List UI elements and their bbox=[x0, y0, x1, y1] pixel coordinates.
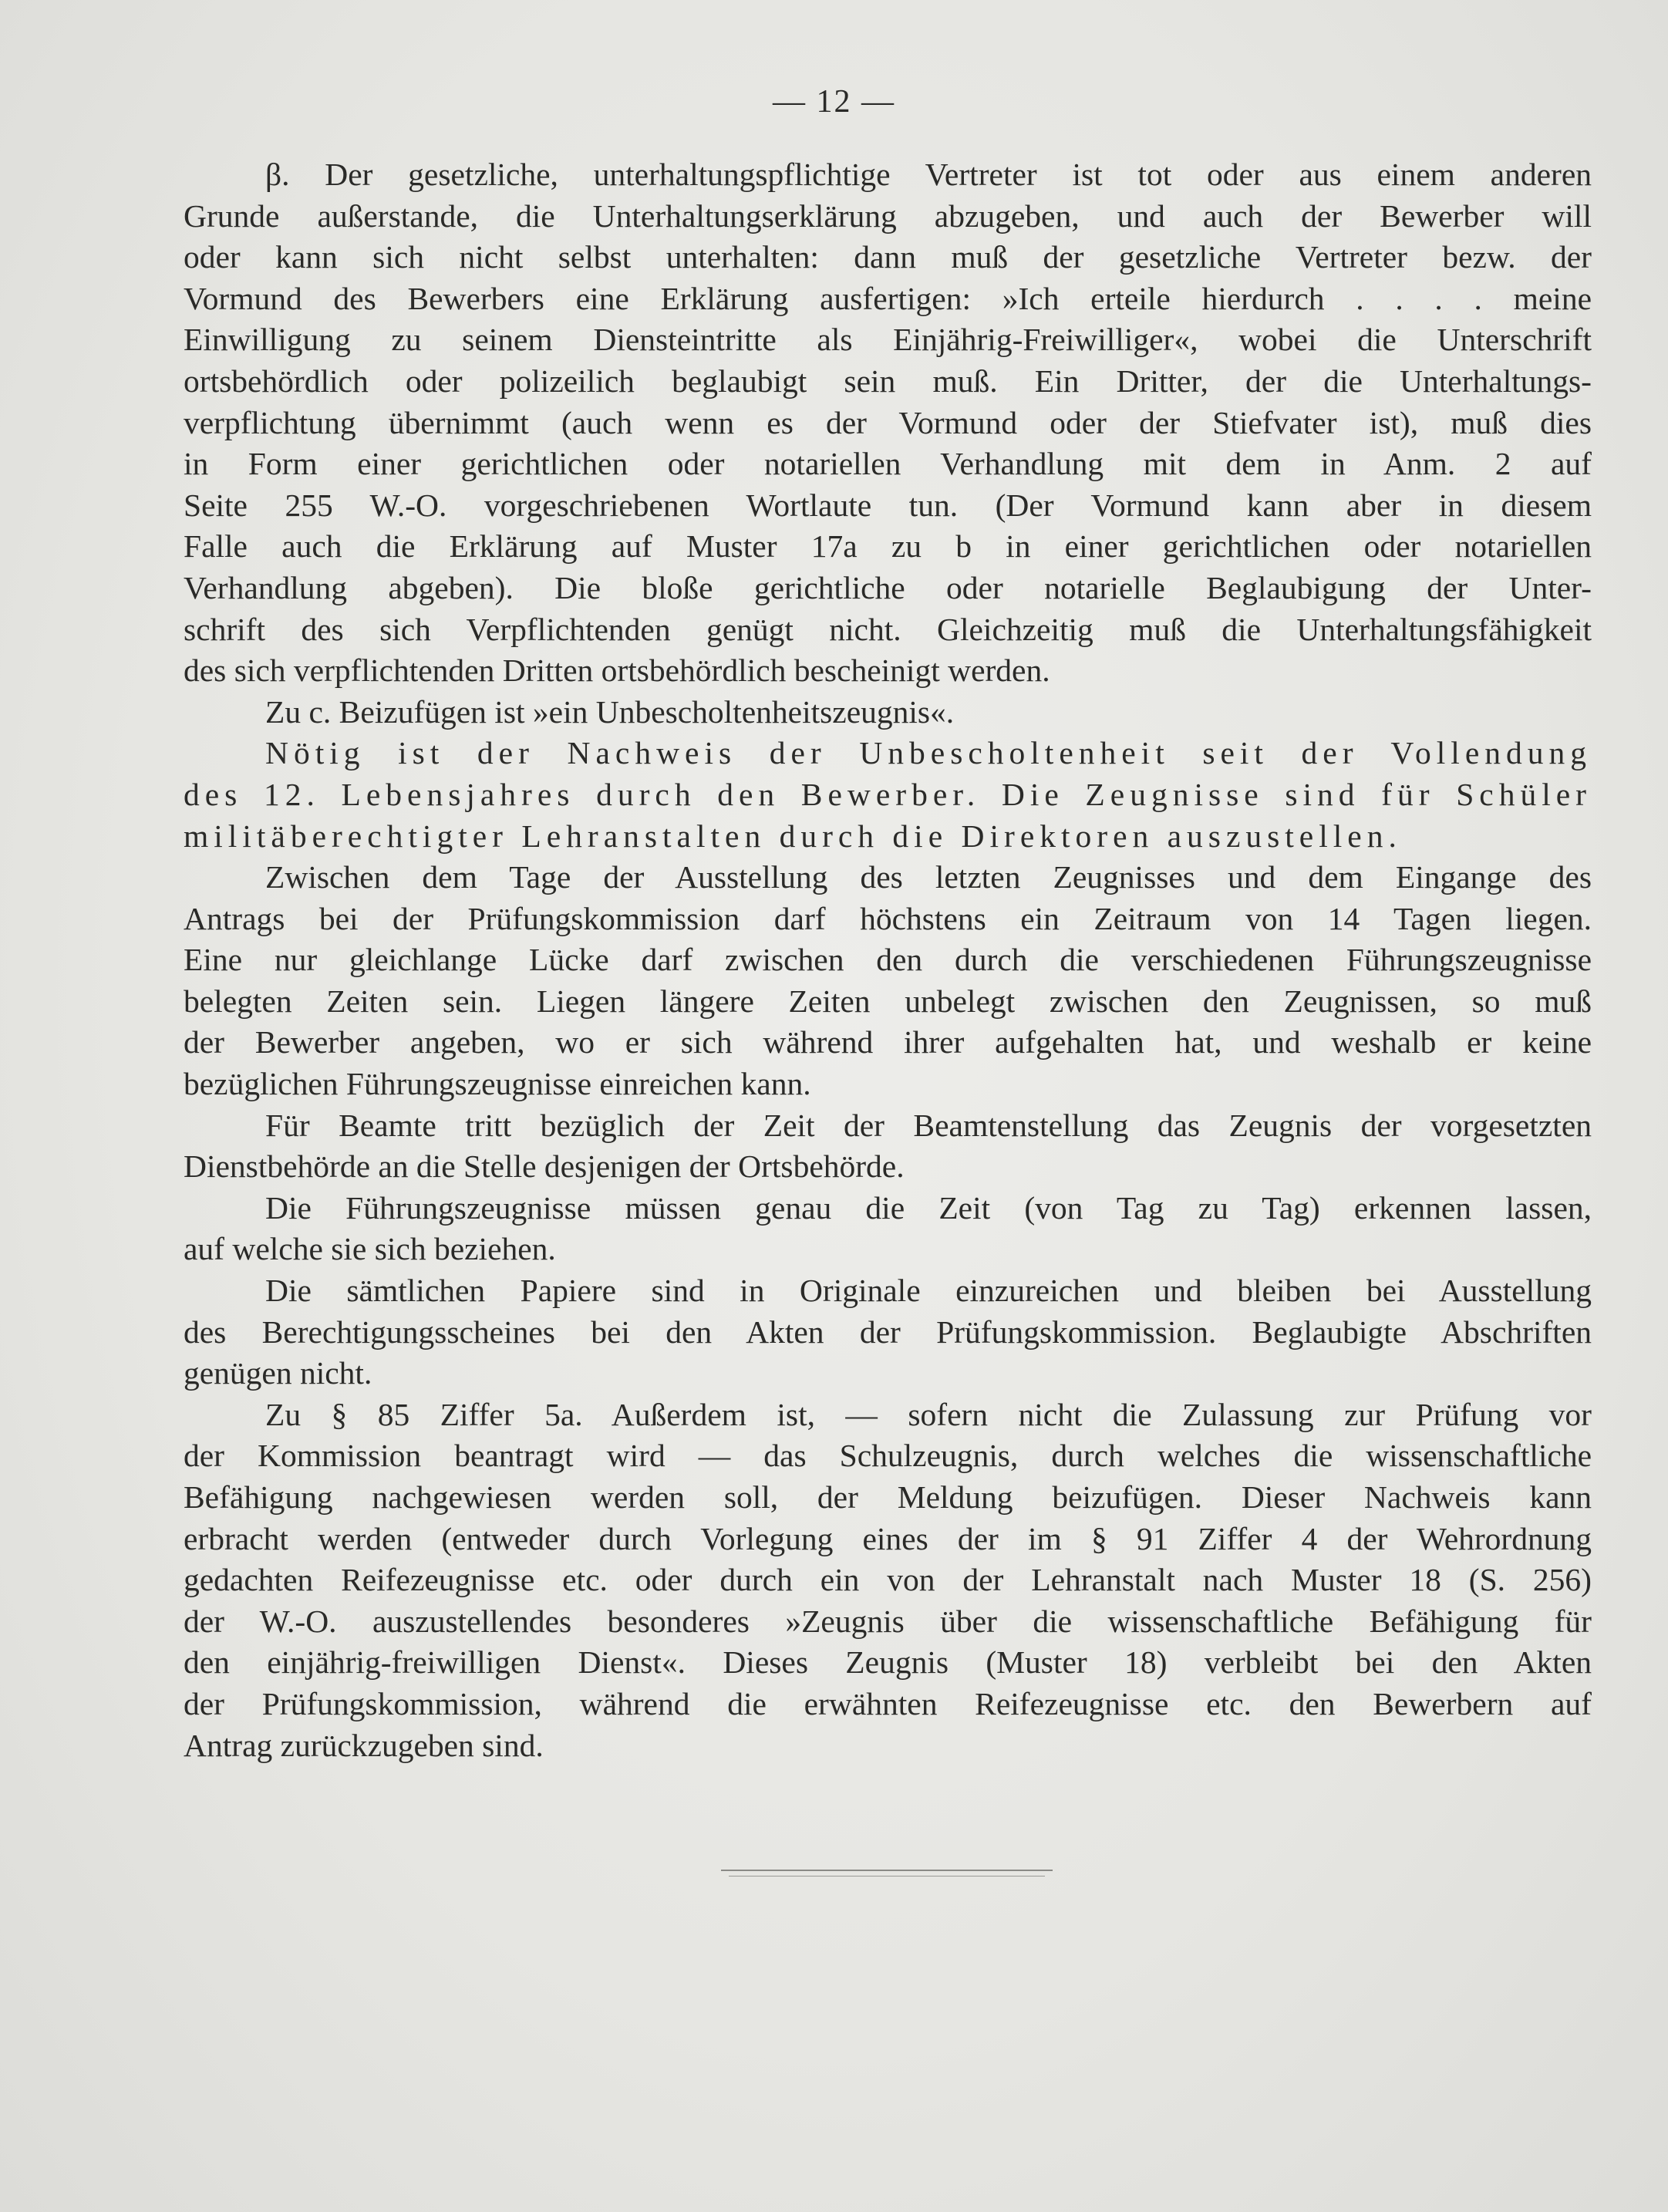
text-line: des Berechtigungsscheines bei den Akten der Prüfungskommission. Beglaubigte Abschriften bbox=[184, 1313, 1592, 1350]
text-line: gedachten Reifezeugnisse etc. oder durch ein von der Lehranstalt nach Muster 18 (S. 256) bbox=[184, 1562, 1592, 1598]
text-line: militäberechtigter Lehranstalten durch die Direktoren auszustellen. bbox=[184, 818, 1402, 854]
text-line: Antrags bei der Prüfungskommission darf höchstens ein Zeitraum von 14 Tagen liegen. bbox=[184, 900, 1592, 936]
text-line: in Form einer gerichtlichen oder notariellen Verhandlung mit dem in Anm. 2 auf bbox=[184, 446, 1592, 482]
text-line: des 12. Lebensjahres durch den Bewerber. Die Zeugnisse sind für Schüler bbox=[184, 776, 1592, 812]
text-line: bezüglichen Führungszeugnisse einreichen kann. bbox=[184, 1066, 811, 1102]
text-line: Befähigung nachgewiesen werden soll, der Meldung beizufügen. Dieser Nachweis kann bbox=[184, 1479, 1592, 1515]
text-line: der W.-O. auszustellendes besonderes »Zeugnis über die wissenschaftliche Befähigung für bbox=[184, 1603, 1592, 1639]
body-text bbox=[184, 154, 1592, 1766]
text-line: Zwischen dem Tage der Ausstellung des letzten Zeugnisses und dem Eingange des bbox=[265, 859, 1592, 895]
text-line: Verhandlung abgeben). Die bloße gerichtliche oder notarielle Beglaubigung der Unter- bbox=[184, 569, 1592, 605]
text-line: β. Der gesetzliche, unterhaltungspflichtige Vertreter ist tot oder aus einem anderen bbox=[265, 157, 1592, 192]
text-line: Eine nur gleichlange Lücke darf zwischen den durch die verschiedenen Führungszeugnisse bbox=[184, 942, 1592, 978]
text-line: genügen nicht. bbox=[184, 1355, 372, 1391]
text-line: Grunde außerstande, die Unterhaltungserklärung abzugeben, und auch der Bewerber will bbox=[184, 197, 1592, 234]
text-line: oder kann sich nicht selbst unterhalten: dann muß der gesetzliche Vertreter bezw. der bbox=[184, 239, 1592, 275]
end-rule bbox=[721, 1870, 1053, 1871]
text-line: Nötig ist der Nachweis der Unbescholtenheit seit der Vollendung bbox=[265, 735, 1592, 771]
text-line: Antrag zurückzugeben sind. bbox=[184, 1727, 544, 1763]
text-line: der Bewerber angeben, wo er sich während ihrer aufgehalten hat, und weshalb er keine bbox=[184, 1024, 1592, 1060]
text-line: Die sämtlichen Papiere sind in Originale einzureichen und bleiben bei Ausstellung bbox=[265, 1273, 1592, 1309]
text-line: des sich verpflichtenden Dritten ortsbehördlich bescheinigt werden. bbox=[184, 652, 1050, 689]
text-line: Seite 255 W.-O. vorgeschriebenen Wortlaute tun. (Der Vormund kann aber in diesem bbox=[184, 487, 1592, 523]
text-line: der Prüfungskommission, während die erwähnten Reifezeugnisse etc. den Bewerbern auf bbox=[184, 1685, 1592, 1721]
text-line: Zu c. Beizufügen ist »ein Unbescholtenheitszeugnis«. bbox=[265, 693, 955, 730]
text-line: Zu § 85 Ziffer 5a. Außerdem ist, — sofern nicht die Zulassung zur Prüfung vor bbox=[265, 1396, 1592, 1432]
text-line: Für Beamte tritt bezüglich der Zeit der Beamtenstellung das Zeugnis der vorgesetzten bbox=[265, 1107, 1592, 1143]
text-line: erbracht werden (entweder durch Vorlegung eines der im § 91 Ziffer 4 der Wehrordnung bbox=[184, 1520, 1592, 1556]
text-line: Dienstbehörde an die Stelle desjenigen der Ortsbehörde. bbox=[184, 1148, 905, 1185]
text-line: verpflichtung übernimmt (auch wenn es der Vormund oder der Stiefvater ist), muß dies bbox=[184, 404, 1592, 440]
text-line: den einjährig-freiwilligen Dienst«. Dieses Zeugnis (Muster 18) verbleibt bei den Akten bbox=[184, 1644, 1592, 1681]
text-line: Die Führungszeugnisse müssen genau die Zeit (von Tag zu Tag) erkennen lassen, bbox=[265, 1189, 1592, 1226]
text-line: Falle auch die Erklärung auf Muster 17a zu b in einer gerichtlichen oder notariellen bbox=[184, 528, 1592, 565]
text-line: ortsbehördlich oder polizeilich beglaubigt sein muß. Ein Dritter, der die Unterhaltungs- bbox=[184, 362, 1592, 399]
text-line: der Kommission beantragt wird — das Schulzeugnis, durch welches die wissenschaftliche bbox=[184, 1438, 1592, 1474]
text-line: auf welche sie sich beziehen. bbox=[184, 1231, 556, 1267]
text-line: Vormund des Bewerbers eine Erklärung ausfertigen: »Ich erteile hierdurch . . . . meine bbox=[184, 280, 1592, 316]
text-line: Einwilligung zu seinem Diensteintritte als Einjährig-Freiwilliger«, wobei die Unterschrift bbox=[184, 322, 1592, 358]
text-line: schrift des sich Verpflichtenden genügt nicht. Gleichzeitig muß die Unterhaltungsfähigkeit bbox=[184, 611, 1592, 647]
page-number: — 12 — bbox=[773, 84, 895, 120]
text-line: belegten Zeiten sein. Liegen längere Zeiten unbelegt zwischen den Zeugnissen, so muß bbox=[184, 983, 1592, 1019]
